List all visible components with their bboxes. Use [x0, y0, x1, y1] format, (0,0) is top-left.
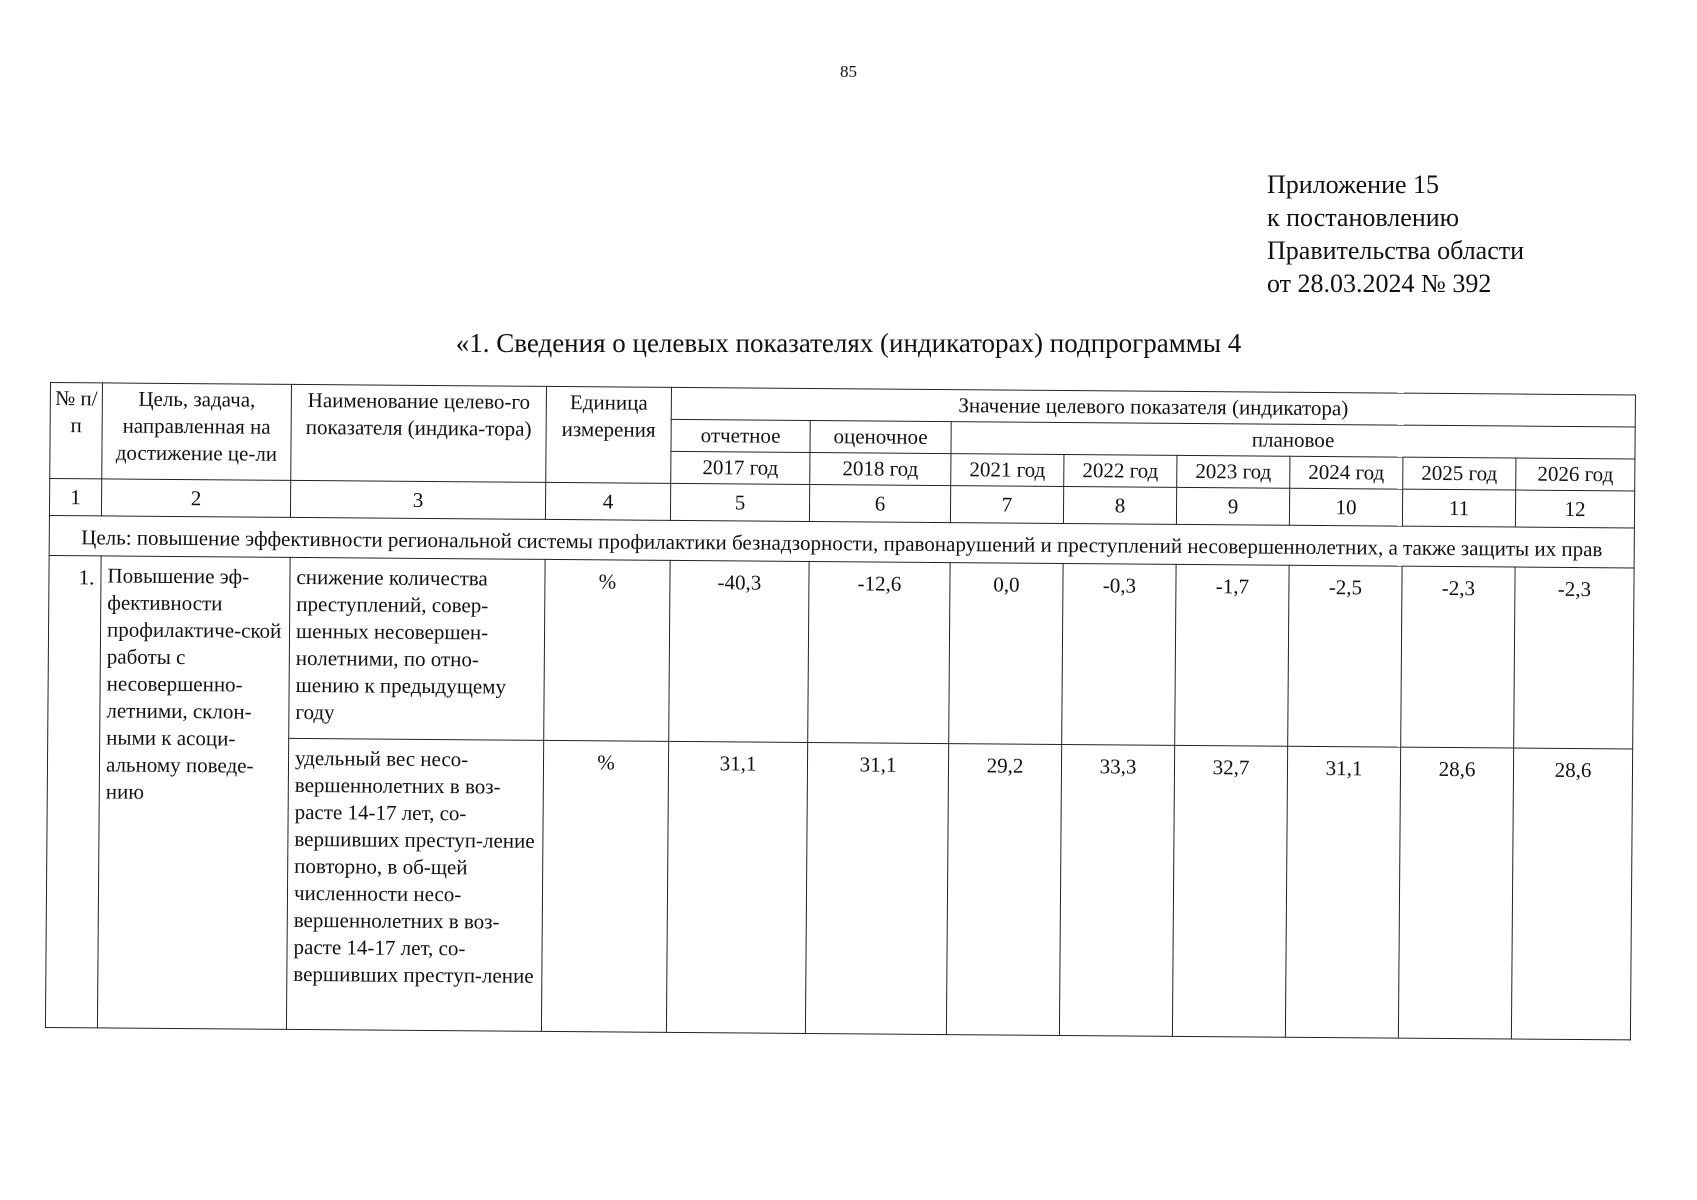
header-unit: Единица измерения [546, 386, 672, 483]
column-number: 6 [809, 484, 950, 522]
value-cell: 28,6 [1511, 748, 1632, 1040]
value-cell: -2,5 [1288, 565, 1402, 747]
page-number: 85 [840, 62, 857, 81]
header-year: 2024 год [1290, 456, 1403, 489]
header-year: 2021 год [951, 454, 1064, 487]
appendix-line-3: Правительства области [1267, 236, 1525, 265]
value-cell: -1,7 [1175, 564, 1289, 746]
value-cell: -12,6 [808, 561, 950, 743]
value-cell: 31,1 [805, 742, 948, 1034]
value-cell: 31,1 [1285, 746, 1400, 1038]
column-number: 1 [49, 479, 101, 516]
column-number: 10 [1289, 488, 1402, 526]
column-number: 3 [290, 480, 545, 519]
indicator-name: снижение количества преступлений, совер-шенных несовершен-нолетними, по отно-шению к предыдущему году [289, 557, 545, 740]
indicators-table [45, 382, 1636, 1040]
column-number: 2 [101, 479, 290, 517]
value-cell: 28,6 [1398, 747, 1513, 1039]
value-cell: 32,7 [1172, 745, 1287, 1037]
header-year: 2018 год [810, 452, 951, 485]
value-cell: 29,2 [946, 744, 1061, 1036]
indicator-name: удельный вес несо-вершеннолетних в воз-расте 14-17 лет, со-вершивших преступ-ление повторно, в об-щей численности несо-вершеннолетних в воз-расте 14-17 лет, со-вершивших преступ-ление [286, 738, 543, 1031]
header-num: № п/п [50, 383, 103, 479]
header-value-group: Значение целевого показателя (индикатора) [671, 387, 1635, 427]
header-goal: Цель, задача, направленная на достижение це-ли [102, 383, 292, 480]
task-text: Повышение эф-фективности профилактиче-ской работы с несовершенно-летними, склон-ными к асоци-альному поведе-нию [97, 556, 290, 1029]
header-indicator: Наименование целево-го показателя (индика-тора) [291, 384, 547, 482]
appendix-block [1267, 168, 1524, 300]
indicators-table-container [45, 382, 1635, 1040]
task-number: 1. [45, 555, 101, 1027]
column-number: 12 [1515, 490, 1634, 528]
appendix-line-1: Приложение 15 [1267, 170, 1440, 199]
header-year: 2022 год [1064, 454, 1177, 487]
column-number: 9 [1176, 487, 1289, 525]
unit-cell: % [541, 740, 668, 1032]
header-year: 2023 год [1177, 455, 1290, 488]
header-planned: плановое [951, 422, 1635, 459]
header-year: 2017 год [671, 451, 810, 484]
value-cell: -0,3 [1062, 563, 1176, 745]
value-cell: 31,1 [666, 741, 807, 1033]
value-cell: -2,3 [1514, 567, 1634, 749]
column-number: 4 [545, 482, 670, 520]
value-cell: 0,0 [949, 563, 1063, 745]
header-year: 2025 год [1403, 457, 1516, 490]
header-year: 2026 год [1516, 458, 1635, 491]
header-reported: отчетное [671, 419, 810, 452]
header-estimated: оценочное [810, 420, 951, 453]
column-number: 7 [950, 486, 1063, 524]
goal-text: Цель: повышение эффективности региональной системы профилактики безнадзорности, правонарушений и преступлений несовершеннолетних, а также защиты их прав [49, 515, 1634, 567]
value-cell: 33,3 [1059, 744, 1174, 1036]
column-number: 11 [1402, 489, 1515, 527]
column-number: 8 [1063, 486, 1176, 524]
column-number: 5 [670, 483, 809, 521]
value-cell: -40,3 [669, 560, 809, 742]
table-row [48, 555, 1634, 748]
value-cell: -2,3 [1401, 566, 1515, 748]
document-title: «1. Сведения о целевых показателях (индикаторах) подпрограммы 4 [455, 328, 1242, 358]
appendix-line-2: к постановлению [1267, 203, 1460, 232]
unit-cell: % [544, 559, 670, 741]
appendix-line-4: от 28.03.2024 № 392 [1267, 269, 1492, 298]
